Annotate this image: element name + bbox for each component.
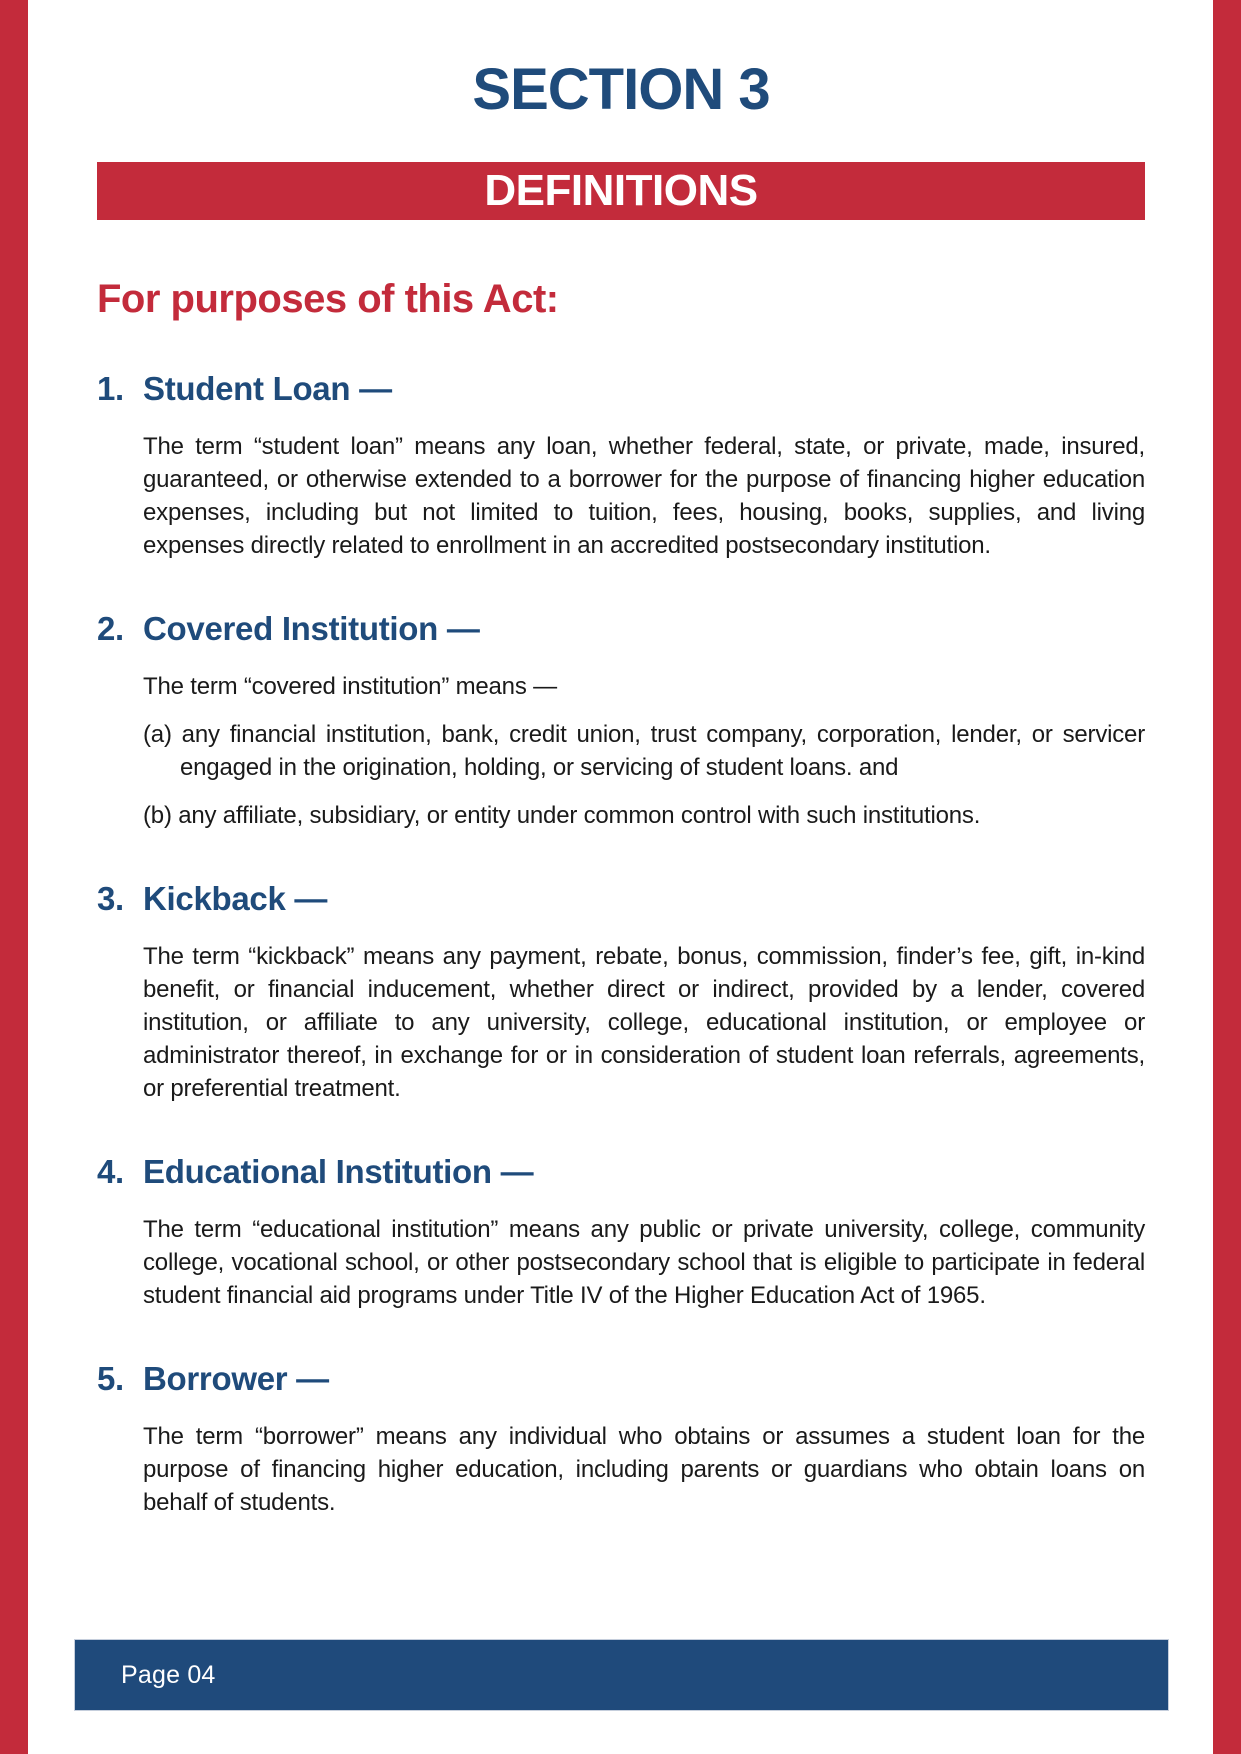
subitem-label: (b): [143, 802, 172, 829]
definition-item-covered-institution: [97, 610, 1145, 832]
definition-heading: [97, 370, 1145, 408]
definition-number: 4.: [97, 1153, 124, 1190]
page-number: Page 04: [121, 1660, 216, 1689]
page-content: [97, 0, 1145, 1519]
subitem-text: any financial institution, bank, credit union, trust company, corporation, lender, or servicer engaged in the origination, holding, or servicing of student loans. and: [180, 721, 1145, 781]
definition-term: Borrower —: [143, 1360, 329, 1397]
definition-body: The term “borrower” means any individual who obtains or assumes a student loan for the purpose of financing higher education, including parents or guardians who obtain loans on behalf of students.: [143, 1423, 1145, 1516]
page-footer: [74, 1639, 1169, 1711]
banner-title: DEFINITIONS: [484, 166, 758, 215]
definition-term: Student Loan —: [143, 370, 392, 407]
definition-term: Covered Institution —: [143, 610, 480, 647]
definition-term: Educational Institution —: [143, 1153, 534, 1190]
definition-subitem-b: [143, 799, 1145, 832]
definition-subitem-a: [143, 718, 1145, 784]
definition-number: 5.: [97, 1360, 124, 1397]
definition-body: The term “educational institution” means any public or private university, college, community college, vocational school, or other postsecondary school that is eligible to participate in federal student financial aid programs under Title IV of the Higher Education Act of 1965.: [143, 1216, 1145, 1309]
left-red-border: [0, 0, 28, 1754]
definition-body: The term “covered institution” means —: [143, 673, 557, 700]
right-red-border: [1213, 0, 1241, 1754]
definition-item-kickback: [97, 880, 1145, 1105]
definition-body: The term “kickback” means any payment, rebate, bonus, commission, finder’s fee, gift, in-kind benefit, or financial inducement, whether direct or indirect, provided by a lender, covered institution, or affiliate to any university, college, educational institution, or employee or administrator thereof, in exchange for or in consideration of student loan referrals, agreements, or preferential treatment.: [143, 943, 1145, 1102]
definition-item-student-loan: [97, 370, 1145, 562]
definition-heading: [97, 1153, 1145, 1191]
definition-item-borrower: [97, 1360, 1145, 1519]
definitions-banner: [97, 162, 1145, 220]
definition-item-educational-institution: [97, 1153, 1145, 1312]
subitem-label: (a): [143, 721, 172, 748]
definition-term: Kickback —: [143, 880, 328, 917]
subitem-text: any affiliate, subsidiary, or entity under common control with such institutions.: [178, 802, 981, 829]
definition-number: 1.: [97, 370, 124, 407]
definition-heading: [97, 610, 1145, 648]
definition-heading: [97, 880, 1145, 918]
intro-heading: For purposes of this Act:: [97, 277, 559, 321]
section-title: SECTION 3: [472, 57, 770, 122]
definition-number: 3.: [97, 880, 124, 917]
definition-number: 2.: [97, 610, 124, 647]
definition-body: The term “student loan” means any loan, whether federal, state, or private, made, insured, guaranteed, or otherwise extended to a borrower for the purpose of financing higher education expenses, including but not limited to tuition, fees, housing, books, supplies, and living expenses directly related to enrollment in an accredited postsecondary institution.: [143, 433, 1145, 559]
definition-heading: [97, 1360, 1145, 1398]
